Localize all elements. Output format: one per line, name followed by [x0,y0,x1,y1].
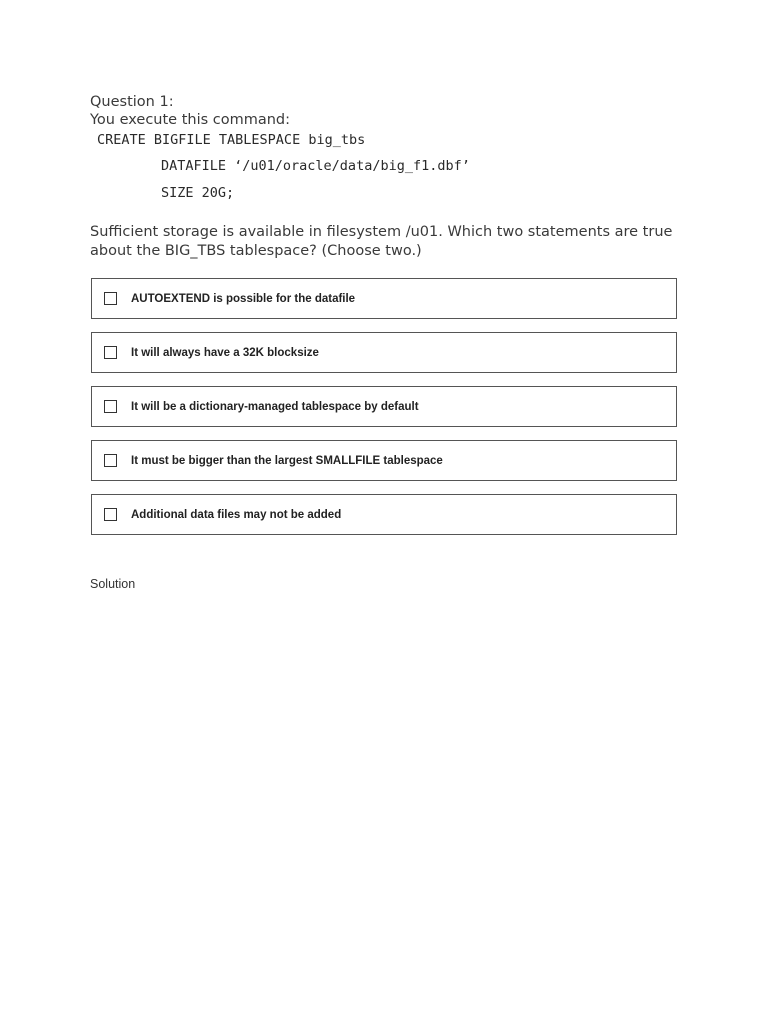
solution-label: Solution [90,577,136,591]
checkbox-icon[interactable] [104,454,117,467]
question-intro: You execute this command: [90,112,291,128]
checkbox-icon[interactable] [104,292,117,305]
answer-option-5[interactable] [91,494,677,535]
code-line-1: CREATE BIGFILE TABLESPACE big_tbs [97,132,366,148]
checkbox-icon[interactable] [104,346,117,359]
checkbox-icon[interactable] [104,508,117,521]
code-line-2: DATAFILE ‘/u01/oracle/data/big_f1.dbf’ [161,158,470,174]
option-label: Additional data files may not be added [131,508,342,521]
option-label: It will be a dictionary-managed tablespace by default [131,400,419,413]
checkbox-icon[interactable] [104,400,117,413]
question-prompt: Sufficient storage is available in filesystem /u01. Which two statements are true about the BIG_TBS tablespace? (Choose two.) [90,224,673,259]
answer-option-3[interactable] [91,386,677,427]
answer-options [91,278,677,548]
question-title: Question 1: [90,94,174,110]
answer-option-4[interactable] [91,440,677,481]
code-line-3: SIZE 20G; [161,185,235,201]
answer-option-2[interactable] [91,332,677,373]
answer-option-1[interactable] [91,278,677,319]
option-label: It must be bigger than the largest SMALLFILE tablespace [131,454,443,467]
option-label: It will always have a 32K blocksize [131,346,319,359]
option-label: AUTOEXTEND is possible for the datafile [131,292,356,305]
